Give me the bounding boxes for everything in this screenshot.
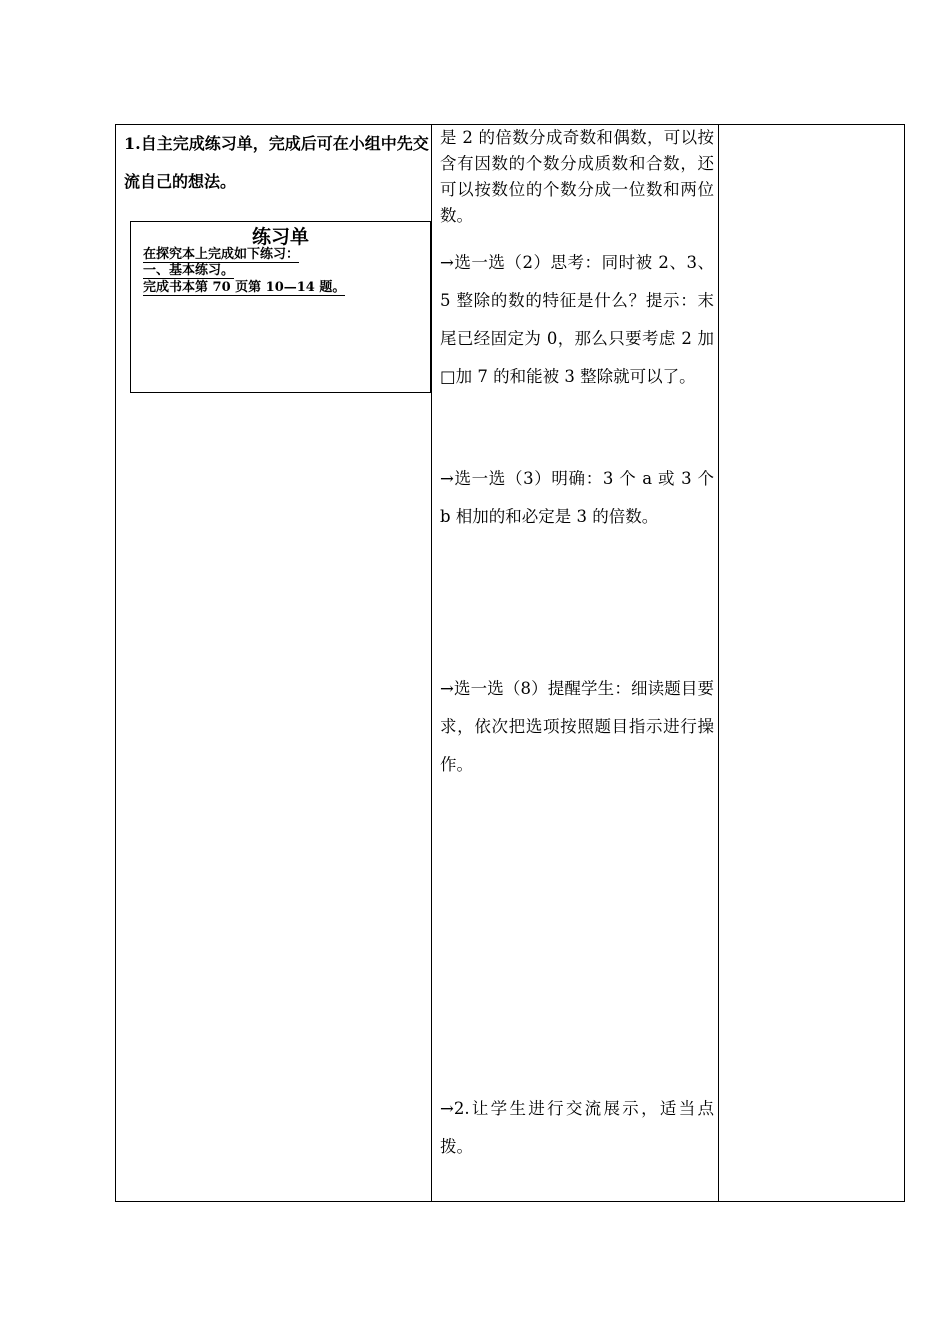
notes-column — [719, 125, 904, 1201]
column-divider-1 — [431, 125, 432, 1201]
worksheet-box — [130, 221, 431, 393]
worksheet-line: 在探究本上完成如下练习： — [143, 247, 300, 262]
guidance-paragraph: →选一选（2）思考：同时被 2、3、5 整除的数的特征是什么？提示：末尾已经固定为 0，那么只要考虑 2 加□加 7 的和能被 3 整除就可以了。 — [440, 253, 714, 386]
student-instruction: 1.自主完成练习单，完成后可在小组中先交流自己的想法。 — [124, 134, 429, 191]
lesson-table — [115, 124, 905, 1202]
guidance-paragraph: →选一选（8）提醒学生：细读题目要求，依次把选项按照题目指示进行操作。 — [440, 679, 714, 774]
guidance-paragraph: 是 2 的倍数分成奇数和偶数，可以按含有因数的个数分成质数和合数，还可以按数位的个数分成一位数和两位数。 — [440, 128, 714, 225]
worksheet-line: 完成书本第 70 页第 10—14 题。 — [143, 280, 346, 295]
worksheet-title: 练习单 — [251, 226, 309, 248]
guidance-paragraph: →选一选（3）明确：3 个 a 或 3 个 b 相加的和必定是 3 的倍数。 — [440, 469, 714, 526]
guidance-paragraph: →2.让学生进行交流展示，适当点拨。 — [440, 1099, 714, 1156]
student-activity-column — [124, 125, 429, 201]
worksheet-line: 一、基本练习。 — [143, 263, 235, 278]
